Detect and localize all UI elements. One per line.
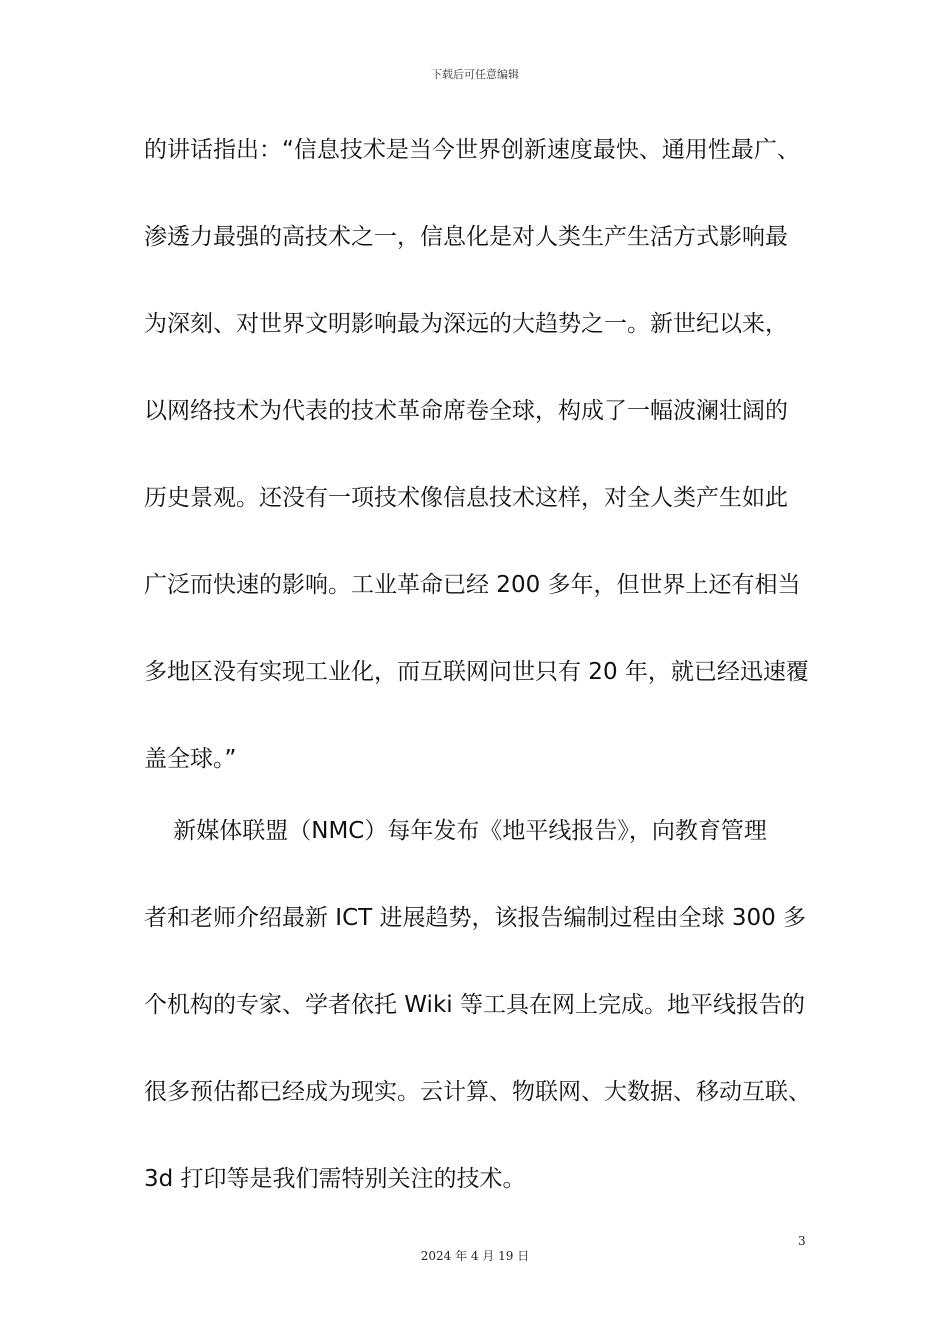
page-header: 下载后可任意编辑 xyxy=(431,68,519,81)
text-line: 渗透力最强的高技术之一，信息化是对人类生产生活方式影响最 xyxy=(144,224,788,250)
text-line: 很多预估都已经成为现实。云计算、物联网、大数据、移动互联、 xyxy=(144,1079,811,1105)
footer-date: 2024 年 4 月 19 日 xyxy=(420,1249,530,1263)
text-line: 为深刻、对世界文明影响最为深远的大趋势之一。新世纪以来， xyxy=(144,311,788,337)
text-line: 以网络技术为代表的技术革命席卷全球，构成了一幅波澜壮阔的 xyxy=(144,398,788,424)
text-line: 多地区没有实现工业化，而互联网问世只有 20 年，就已经迅速覆 xyxy=(144,659,809,685)
text-line: 3d 打印等是我们需特别关注的技术。 xyxy=(144,1166,526,1192)
page-number: 3 xyxy=(798,1234,806,1248)
text-line: 广泛而快速的影响。工业革命已经 200 多年，但世界上还有相当 xyxy=(144,572,801,598)
text-line: 个机构的专家、学者依托 Wiki 等工具在网上完成。地平线报告的 xyxy=(144,992,805,1018)
text-line: 历史景观。还没有一项技术像信息技术这样，对全人类产生如此 xyxy=(144,485,788,511)
text-line: 新媒体联盟（NMC）每年发布《地平线报告》，向教育管理 xyxy=(144,818,767,844)
text-line: 盖全球。” xyxy=(144,746,237,772)
text-line: 的讲话指出：“信息技术是当今世界创新速度最快、通用性最广、 xyxy=(144,137,800,163)
text-line: 者和老师介绍最新 ICT 进展趋势，该报告编制过程由全球 300 多 xyxy=(144,905,807,931)
